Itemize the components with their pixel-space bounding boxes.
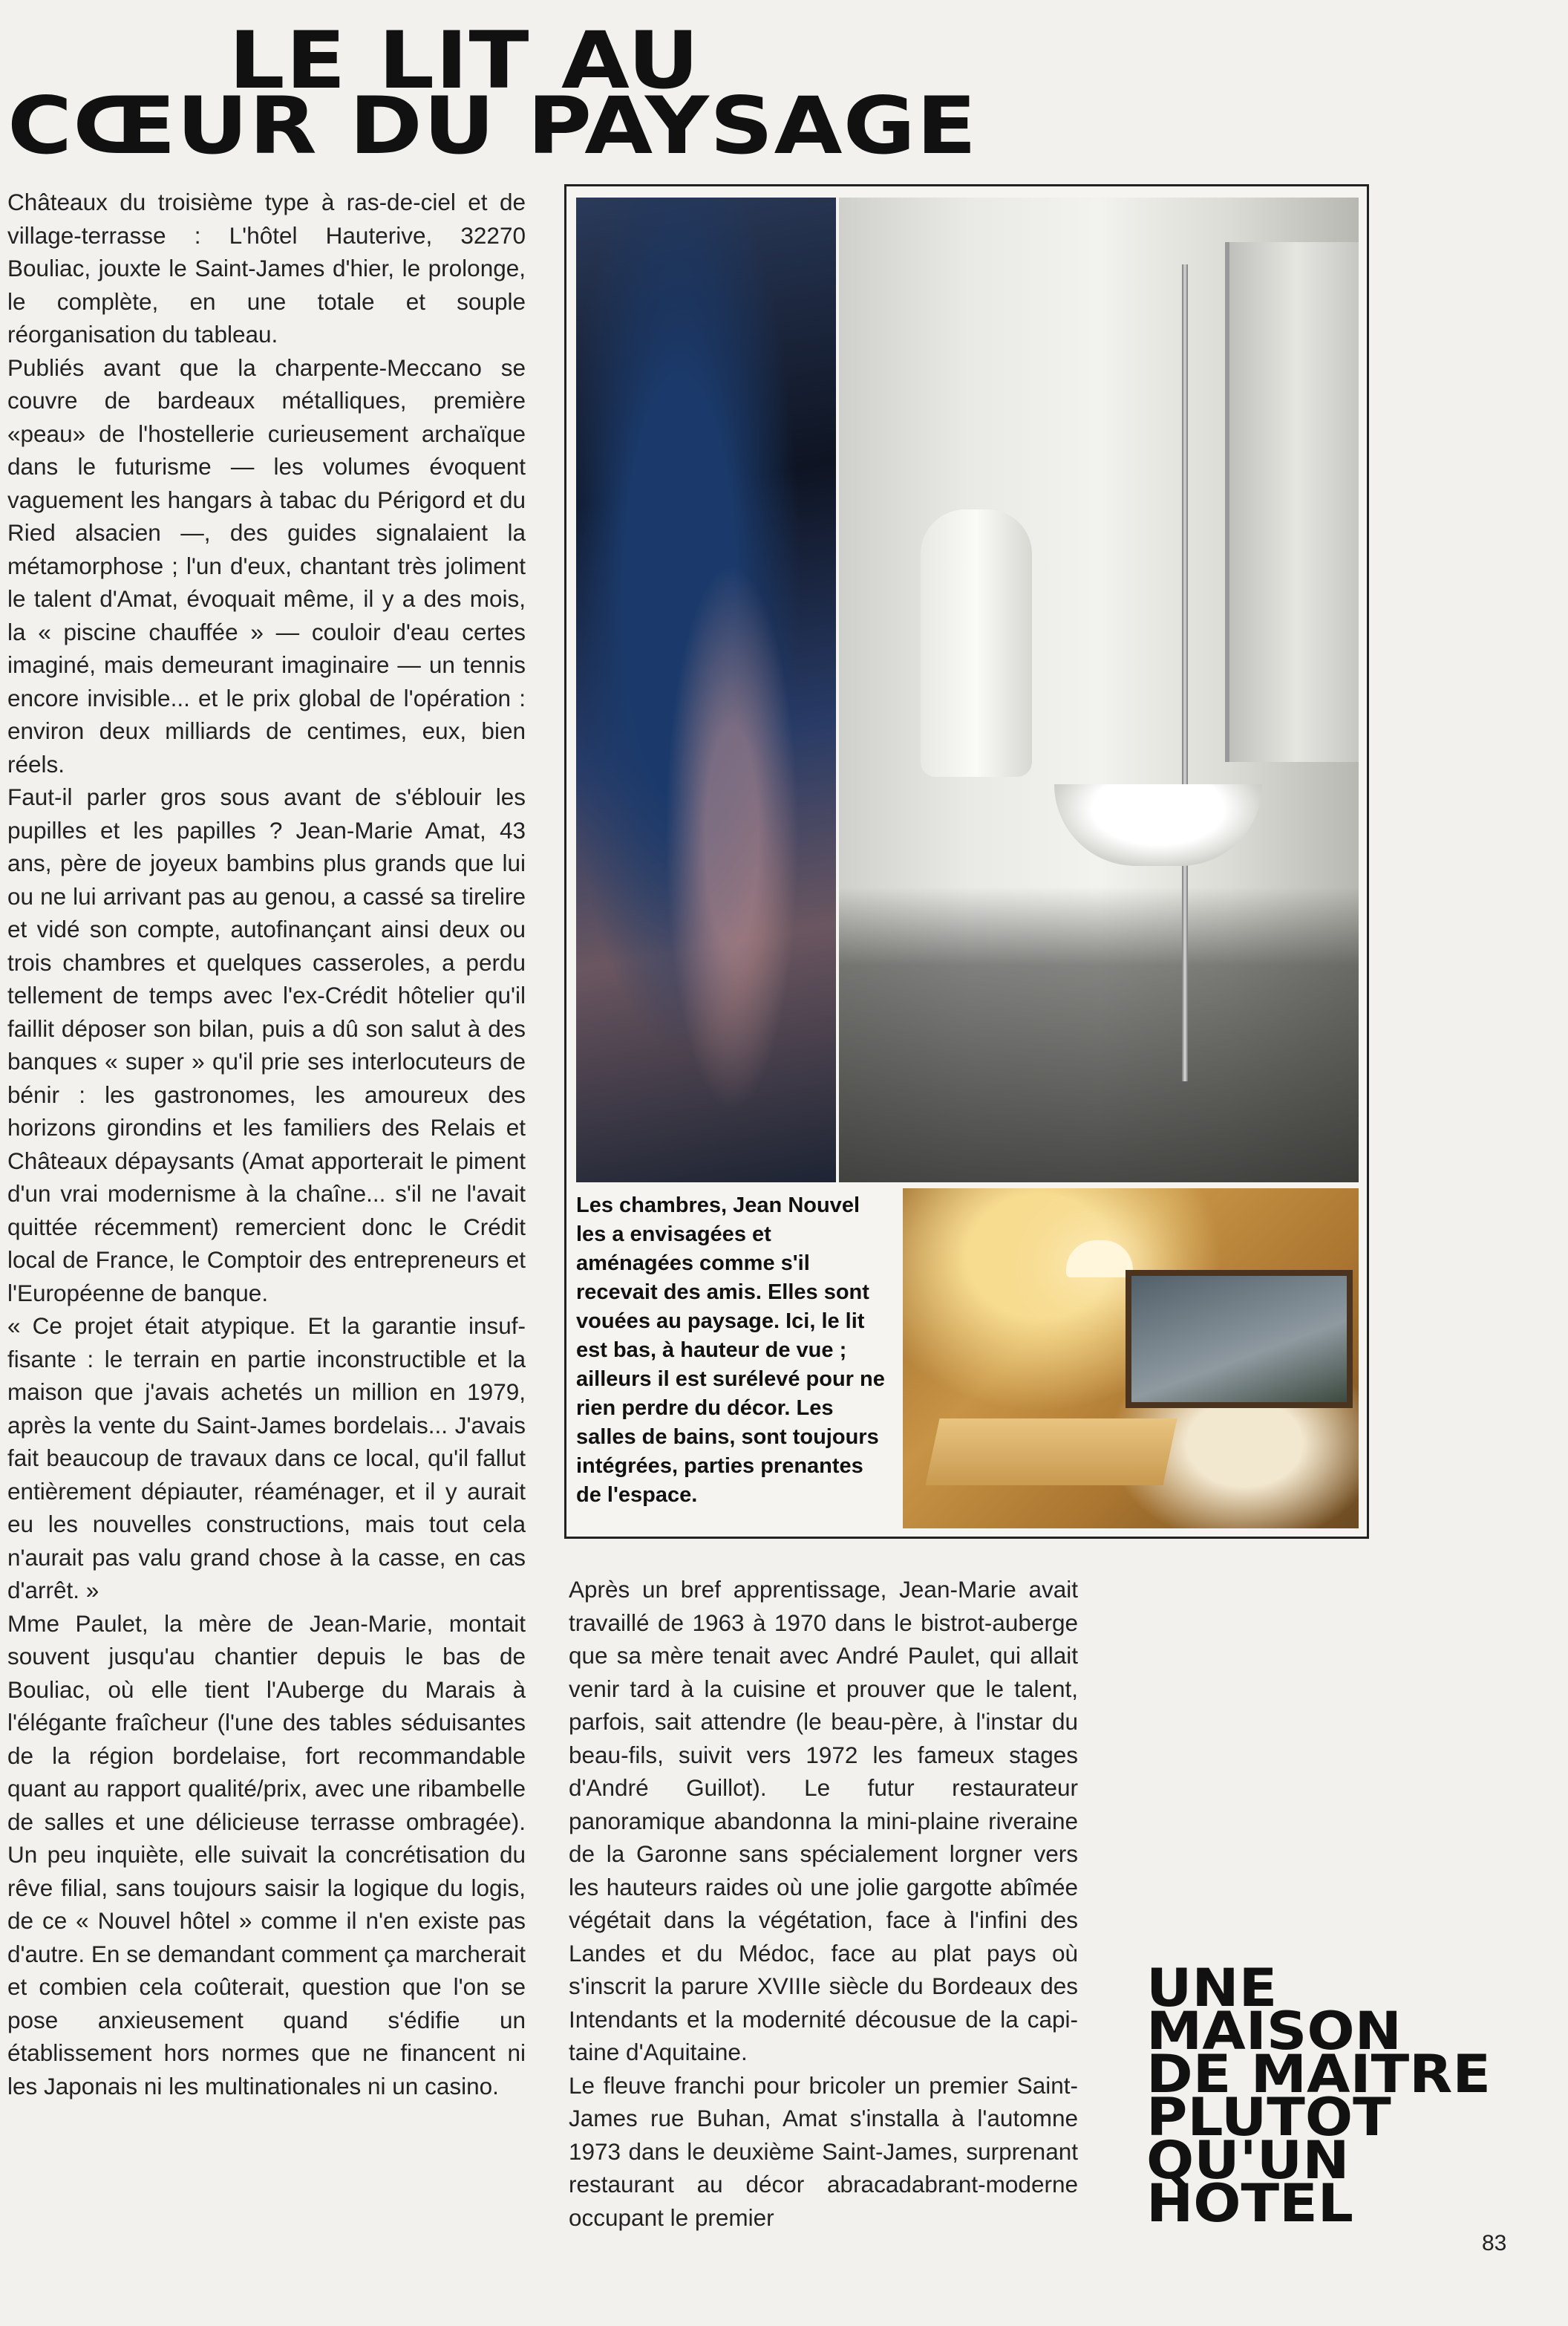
side-headline xyxy=(1146,1958,1492,2234)
bathrobe xyxy=(921,509,1032,777)
bathroom-sink xyxy=(1054,784,1262,866)
side-headline-line: DE MAITRE xyxy=(1146,2044,1492,2105)
headline-line-2: CŒUR DU PAYSAGE xyxy=(7,80,978,172)
middle-paragraph-2: Le fleuve franchi pour bricoler un premier Saint-James rue Buhan, Amat s'installa à l'automne 1973 dans le deuxième Saint-James, surprenant restaurant au décor abracadabrant-moderne occupant le premier xyxy=(569,2071,1078,2231)
room-lamp xyxy=(1066,1240,1133,1277)
bathroom-pole xyxy=(1182,264,1188,1081)
left-paragraph-5: Mme Paulet, la mère de Jean-Marie, montait souvent jusqu'au chantier depuis le bas de Bouliac, où elle tient l'Auberge du Marais à l'élégante fraîcheur (l'une des tables séduisantes de la région bordelaise, fort recommandable quant au rapport qualité/prix, avec une ribambelle de salles et une délicieuse terrasse ombragée). Un peu inquiète, elle suivait la concrétisation du rêve filial, sans toujours saisir la logique du logis, de ce « Nouvel hôtel » comme il n'en existe pas d'autre. En se demandant comment ça marcherait et combien cela coûterait, question que l'on se pose anxieusement quand s'édifie un établissement hors normes que ne financent ni les Japonais ni les multinationales ni un casino. xyxy=(7,1609,526,2099)
middle-paragraph-1: Après un bref apprentissage, Jean-Marie avait travaillé de 1963 à 1970 dans le bistrot-auberge que sa mère tenait avec André Paulet, qui allait venir tard à la cuisine et prouver que le talent, parfois, sait attendre (le beau-père, à l'instar du beau-fils, suivit vers 1972 les fameux stages d'André Guillot). Le futur restaurateur panoramique abandonna la mini-plaine riveraine de la Garonne sans spécialement lorgner vers les hauteurs raides où une jolie gargotte abîmée végétait dans la végétation, face à l'infini des Landes et du Médoc, face au plat pays où s'inscrit la parure XVIIIe siècle du Bordeaux des Intendants et la modernité décousue de la capitaine d'Aquitaine. xyxy=(569,1576,1078,2065)
side-headline-line: PLUTOT xyxy=(1146,2087,1391,2148)
photo-caption: Les chambres, Jean Nouvel les a envisagées et aménagées comme s'il recevait des amis. Elles sont vouées au paysage. Ici, le lit est bas, à hauteur de vue ; ailleurs il est surélevé pour ne rien perdre du décor. Les salles de bains, sont toujours intégrées, parties prenantes de l'espace. xyxy=(576,1193,885,1507)
room-table xyxy=(925,1418,1177,1485)
bedroom-photo xyxy=(903,1188,1359,1528)
left-paragraph-1: Châteaux du troisième type à ras-de-ciel et de village-terrasse : L'hôtel Hauterive, 32270 Bouliac, jouxte le Saint-James d'hier, le prolonge, le complète, en une totale et souple réorganisation du tableau. xyxy=(7,189,526,348)
side-headline-line: HOTEL xyxy=(1146,2173,1353,2234)
middle-text-column xyxy=(569,1573,1078,2234)
side-headline-line: QU'UN xyxy=(1146,2130,1350,2191)
bathroom-mirror xyxy=(1225,242,1359,762)
painting-photo xyxy=(576,198,836,1182)
headline-line-1: LE LIT AU xyxy=(229,15,700,106)
left-paragraph-4: « Ce projet était atypique. Et la garantie insuffisante : le terrain en partie inconstructible et la maison que j'avais achetés un million en 1979, après la vente du Saint-James bordelais... J'avais fait beaucoup de travaux dans ce local, qu'il fallut entièrement dépiauter, réaménager, et il y aurait eu les nouvelles constructions, mais tout cela n'aurait pas valu grand chose à la casse, en cas d'arrêt. » xyxy=(7,1312,526,1603)
room-window xyxy=(1126,1270,1353,1408)
left-paragraph-2: Publiés avant que la charpente-Meccano se couvre de bardeaux métalliques, première «peau» de l'hostellerie curieusement archaïque dans le futurisme — les volumes évoquent vaguement les hangars à tabac du Périgord et du Ried alsacien —, des guides signalaient la métamorphose ; l'un d'eux, chantant très joliment le talent d'Amat, évoquait même, il y a des mois, la « piscine chauffée » — couloir d'eau certes imaginé, mais demeurant imaginaire — un tennis encore invisible... et le prix global de l'opération : environ deux milliards de centimes, eux, bien réels. xyxy=(7,354,526,778)
left-paragraph-3: Faut-il parler gros sous avant de s'éblouir les pupilles et les papilles ? Jean-Marie Amat, 43 ans, père de joyeux bambins plus grands que lui ou ne lui arrivant pas au genou, a cassé sa tirelire et vidé son compte, autofinançant ainsi deux ou trois chambres et quelques casseroles, a perdu tellement de temps avec l'ex-Crédit hôtelier qu'il faillit déposer son bilan, puis a dû son salut à des banques « super » qu'il prie ses interlocuteurs de bénir : les gastronomes, les amoureux des horizons girondins et les familiers des Relais et Châteaux dépaysants (Amat apporterait le piment d'un vrai modernisme à la chaîne... s'il ne l'avait quittée récemment) remercient donc le Crédit local de France, le Comptoir des entrepreneurs et l'Européenne de banque. xyxy=(7,784,526,1306)
side-headline-line: UNE xyxy=(1146,1958,1278,2019)
left-text-column xyxy=(7,186,526,2102)
page-number: 83 xyxy=(1482,2231,1507,2255)
bathroom-photo xyxy=(839,198,1359,1182)
side-headline-line: MAISON xyxy=(1146,2001,1402,2062)
